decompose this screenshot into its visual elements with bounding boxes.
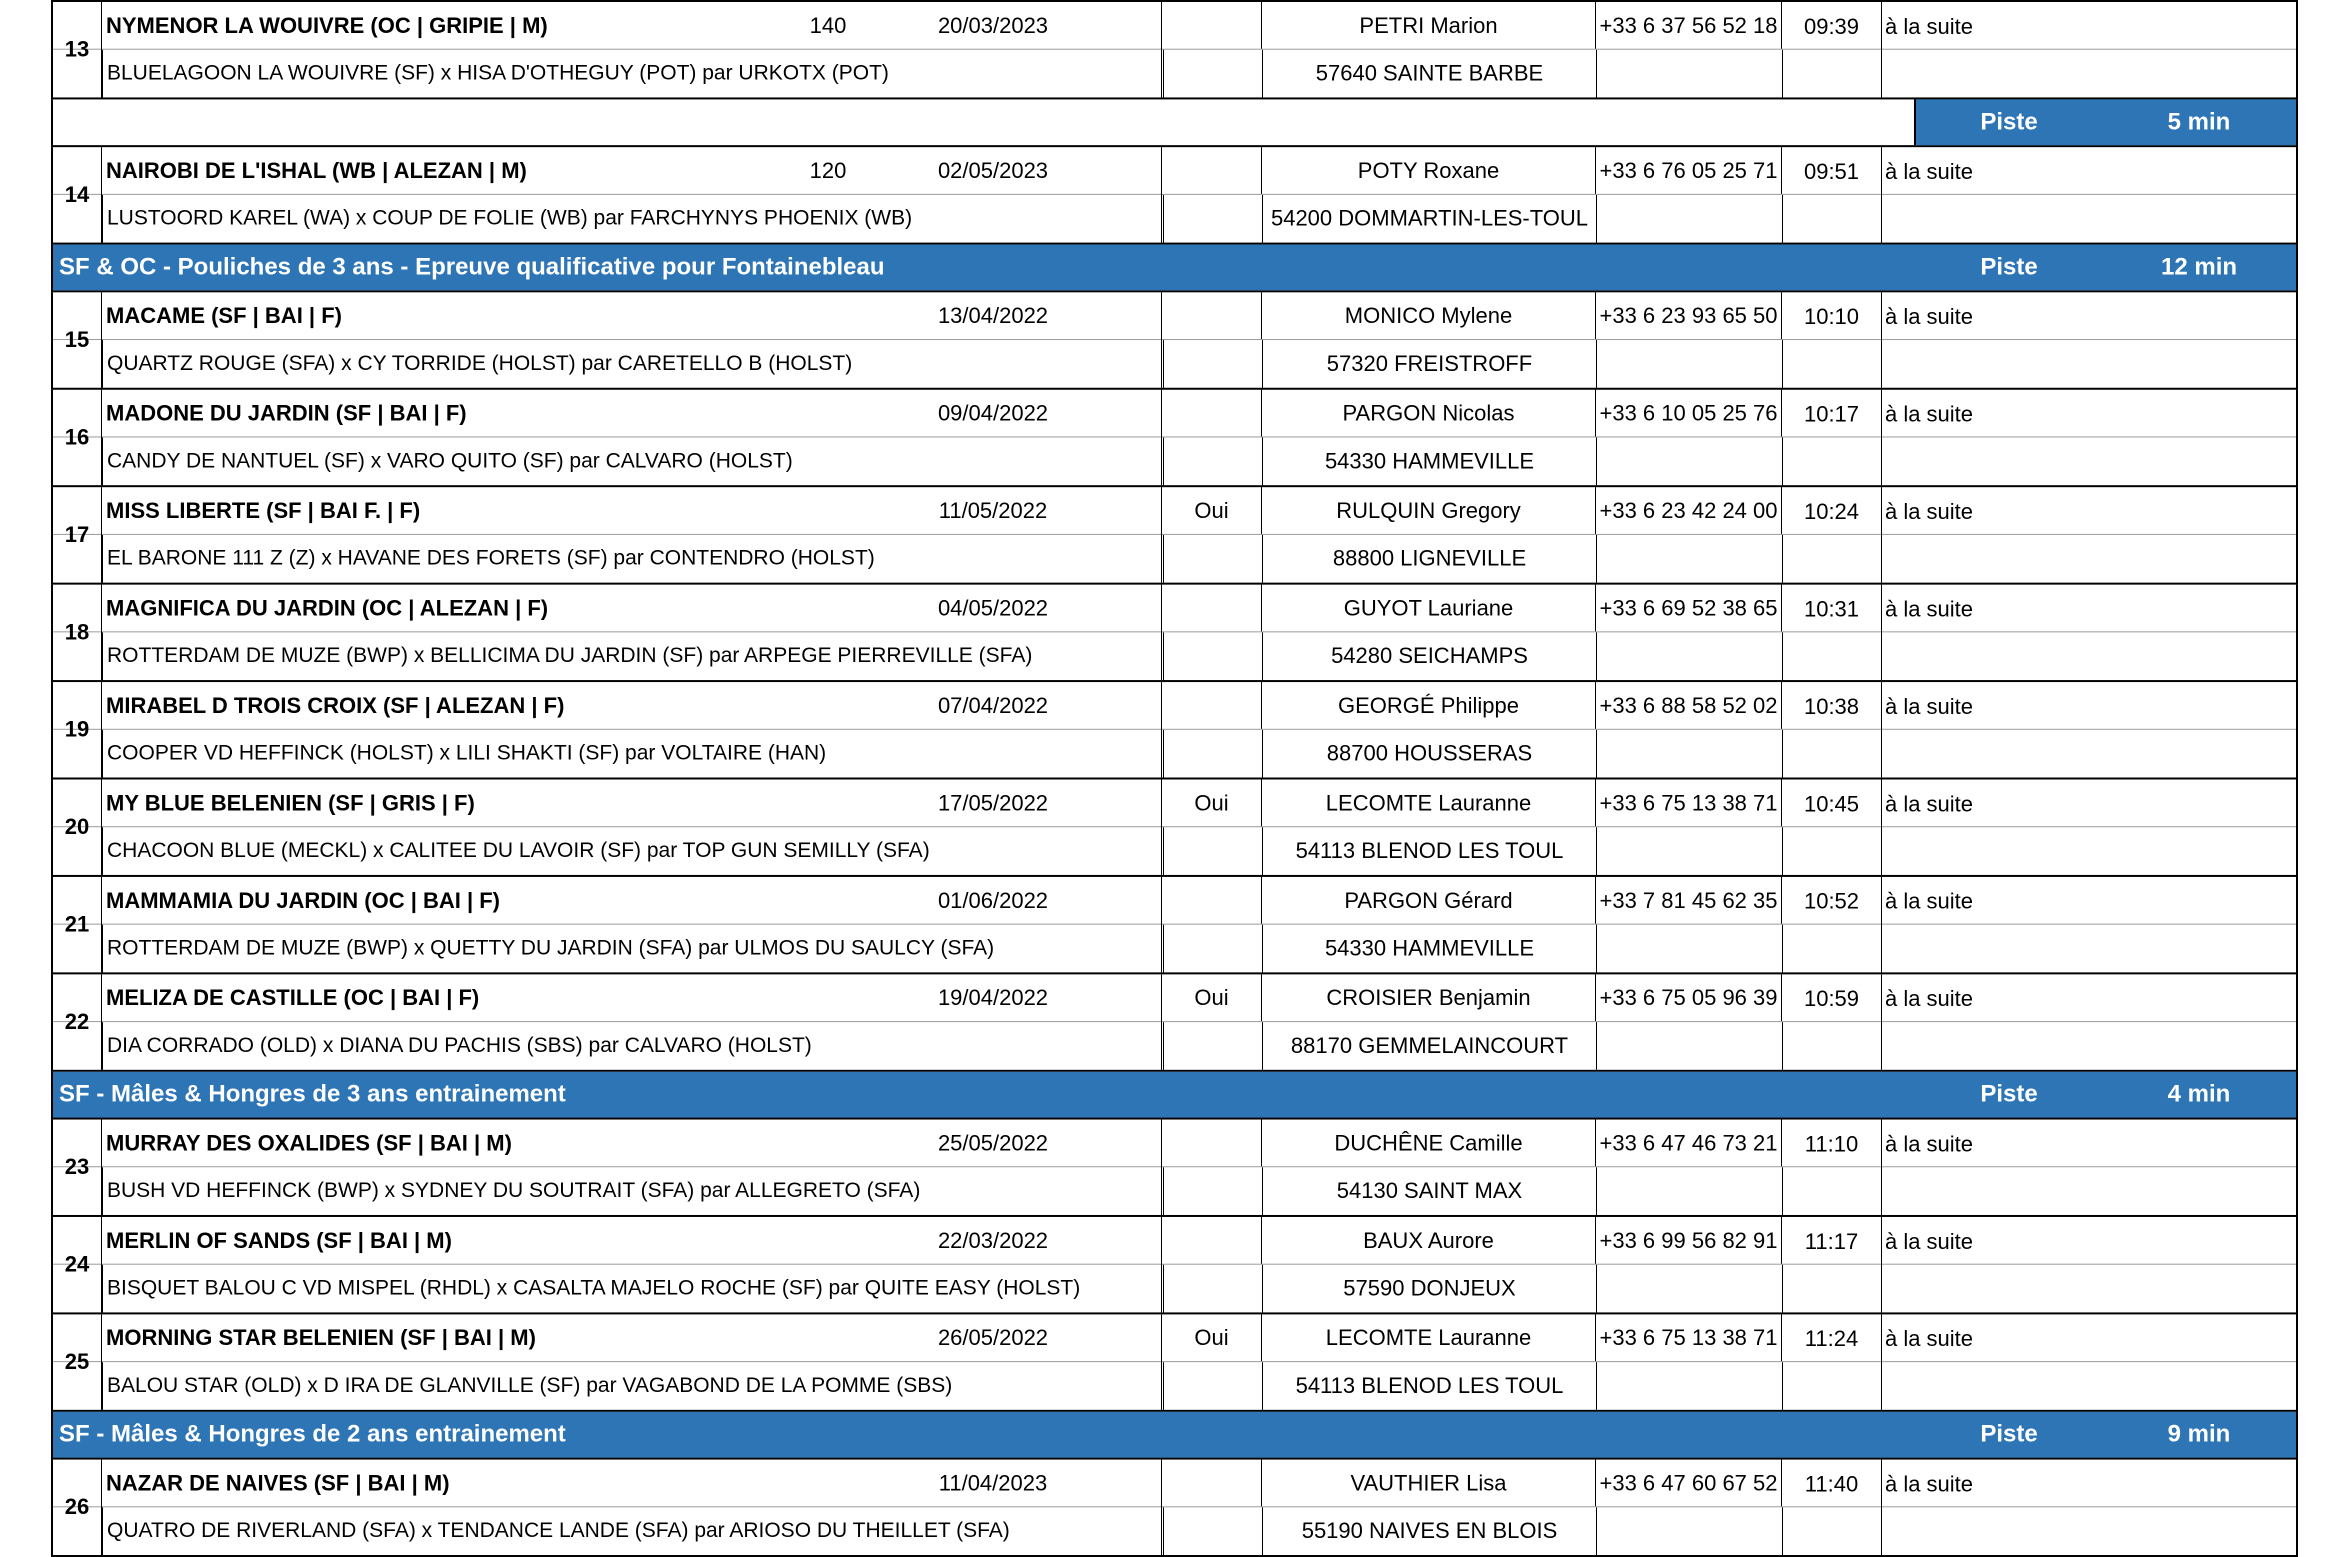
height-value xyxy=(768,585,888,632)
entry-number: 13 xyxy=(53,2,102,97)
entry-main-line xyxy=(53,1314,2296,1375)
height-value xyxy=(768,974,888,1021)
phone-number: +33 6 47 46 73 21 xyxy=(1596,1120,1782,1167)
entry-row xyxy=(51,0,2298,99)
pedigree: LUSTOORD KAREL (WA) x COUP DE FOLIE (WB) par FARCHYNYS PHOENIX (WB) xyxy=(107,206,913,230)
birth-date: 07/04/2022 xyxy=(937,692,1049,718)
pedigree: ROTTERDAM DE MUZE (BWP) x QUETTY DU JARDIN (SFA) par ULMOS DU SAULCY (SFA) xyxy=(107,936,995,960)
section-title xyxy=(53,99,1916,145)
owner-city: 57590 DONJEUX xyxy=(1263,1265,1597,1313)
entry-main-line xyxy=(53,974,2296,1035)
owner-name: POTY Roxane xyxy=(1262,147,1596,194)
entry-main-line xyxy=(53,585,2296,645)
phone-number: +33 7 81 45 62 35 xyxy=(1596,877,1782,924)
start-time: 10:59 xyxy=(1782,974,1882,1069)
owner-name: PARGON Gérard xyxy=(1262,877,1596,924)
birth-date: 19/04/2022 xyxy=(937,984,1049,1010)
start-time: 11:17 xyxy=(1782,1217,1882,1312)
horse-name: NAIROBI DE L'ISHAL (WB | ALEZAN | M) xyxy=(106,157,527,183)
entry-main-line xyxy=(53,147,2296,207)
start-time: 10:17 xyxy=(1782,390,1882,485)
owner-city: 57320 FREISTROFF xyxy=(1263,340,1597,388)
entry-row xyxy=(51,390,2298,487)
registered-flag xyxy=(1162,1120,1262,1167)
owner-city: 54330 HAMMEVILLE xyxy=(1263,925,1597,973)
entry-number: 15 xyxy=(53,292,102,387)
registered-flag xyxy=(1162,585,1262,632)
birth-date: 17/05/2022 xyxy=(937,789,1049,815)
entry-number: 22 xyxy=(53,974,102,1069)
order-note: à la suite xyxy=(1884,1131,1974,1157)
birth-date: 09/04/2022 xyxy=(937,400,1049,426)
entry-main-line xyxy=(53,1217,2296,1277)
birth-date: 11/05/2022 xyxy=(938,497,1048,523)
entry-main-line xyxy=(53,487,2296,547)
height-value xyxy=(768,877,888,924)
start-time: 11:10 xyxy=(1782,1120,1882,1215)
pedigree: BALOU STAR (OLD) x D IRA DE GLANVILLE (SF) par VAGABOND DE LA POMME (SBS) xyxy=(107,1374,953,1397)
pedigree: COOPER VD HEFFINCK (HOLST) x LILI SHAKTI (SF) par VOLTAIRE (HAN) xyxy=(107,741,827,765)
registered-flag: Oui xyxy=(1162,487,1262,534)
owner-name: VAUTHIER Lisa xyxy=(1262,1460,1596,1507)
registered-flag xyxy=(1162,147,1262,194)
height-value xyxy=(768,1120,888,1167)
registered-flag xyxy=(1162,390,1262,437)
registered-flag: Oui xyxy=(1162,779,1262,826)
phone-number: +33 6 75 05 96 39 xyxy=(1596,974,1782,1021)
phone-number: +33 6 76 05 25 71 xyxy=(1596,147,1782,194)
entry-main-line xyxy=(53,1120,2296,1180)
section-duration: 12 min xyxy=(2160,253,2238,281)
registered-flag: Oui xyxy=(1162,974,1262,1021)
entry-number: 17 xyxy=(53,487,102,582)
section-header xyxy=(51,245,2298,293)
owner-city: 54130 SAINT MAX xyxy=(1263,1167,1597,1215)
owner-city: 57640 SAINTE BARBE xyxy=(1263,50,1597,98)
birth-date: 01/06/2022 xyxy=(937,887,1049,913)
horse-name: NYMENOR LA WOUIVRE (OC | GRIPIE | M) xyxy=(106,12,548,38)
program-sheet xyxy=(51,0,2298,1548)
start-time: 09:39 xyxy=(1782,2,1882,97)
owner-name: PARGON Nicolas xyxy=(1262,390,1596,437)
phone-number: +33 6 37 56 52 18 xyxy=(1596,2,1782,49)
section-place: Piste xyxy=(1980,108,2038,136)
registered-flag xyxy=(1162,877,1262,924)
entry-row xyxy=(51,877,2298,974)
phone-number: +33 6 10 05 25 76 xyxy=(1596,390,1782,437)
entry-main-line xyxy=(53,682,2296,742)
pedigree: CHACOON BLUE (MECKL) x CALITEE DU LAVOIR (SF) par TOP GUN SEMILLY (SFA) xyxy=(107,839,930,863)
pedigree: BISQUET BALOU C VD MISPEL (RHDL) x CASALTA MAJELO ROCHE (SF) par QUITE EASY (HOLST) xyxy=(107,1276,1081,1300)
order-note: à la suite xyxy=(1884,159,1974,184)
start-time: 10:38 xyxy=(1782,682,1882,777)
start-time: 10:10 xyxy=(1782,292,1882,387)
section-header xyxy=(51,1412,2298,1460)
order-note: à la suite xyxy=(1884,693,1974,719)
horse-name: MIRABEL D TROIS CROIX (SF | ALEZAN | F) xyxy=(106,692,565,718)
pedigree: EL BARONE 111 Z (Z) x HAVANE DES FORETS (SF) par CONTENDRO (HOLST) xyxy=(107,546,875,570)
pedigree: BLUELAGOON LA WOUIVRE (SF) x HISA D'OTHEGUY (POT) par URKOTX (POT) xyxy=(107,61,889,85)
horse-name: MELIZA DE CASTILLE (OC | BAI | F) xyxy=(106,984,480,1010)
entry-number: 23 xyxy=(53,1120,102,1215)
owner-city: 88800 LIGNEVILLE xyxy=(1263,535,1597,583)
entry-number: 19 xyxy=(53,682,102,777)
phone-number: +33 6 69 52 38 65 xyxy=(1596,585,1782,632)
entry-number: 25 xyxy=(53,1314,102,1409)
height-value xyxy=(768,1460,888,1507)
phone-number: +33 6 99 56 82 91 xyxy=(1596,1217,1782,1264)
height-value xyxy=(768,1314,888,1361)
pedigree: DIA CORRADO (OLD) x DIANA DU PACHIS (SBS) par CALVARO (HOLST) xyxy=(107,1034,812,1057)
entry-number: 14 xyxy=(53,147,102,242)
birth-date: 13/04/2022 xyxy=(937,302,1049,328)
owner-city: 88170 GEMMELAINCOURT xyxy=(1263,1022,1597,1070)
order-note: à la suite xyxy=(1884,1326,1974,1352)
section-duration: 5 min xyxy=(2167,108,2231,136)
owner-name: MONICO Mylene xyxy=(1262,292,1596,339)
entry-main-line xyxy=(53,877,2296,937)
phone-number: +33 6 23 93 65 50 xyxy=(1596,292,1782,339)
phone-number: +33 6 47 60 67 52 xyxy=(1596,1460,1782,1507)
phone-number: +33 6 88 58 52 02 xyxy=(1596,682,1782,729)
entry-row xyxy=(51,974,2298,1071)
order-note: à la suite xyxy=(1884,596,1974,622)
pedigree: QUATRO DE RIVERLAND (SFA) x TENDANCE LANDE (SFA) par ARIOSO DU THEILLET (SFA) xyxy=(107,1519,1010,1543)
entry-main-line xyxy=(53,1460,2296,1520)
birth-date: 04/05/2022 xyxy=(937,595,1049,620)
birth-date: 02/05/2023 xyxy=(937,157,1049,183)
owner-city: 88700 HOUSSERAS xyxy=(1263,730,1597,778)
section-place: Piste xyxy=(1980,1080,2038,1108)
owner-city: 54330 HAMMEVILLE xyxy=(1263,437,1597,485)
birth-date: 26/05/2022 xyxy=(937,1324,1049,1350)
order-note: à la suite xyxy=(1884,401,1974,427)
pedigree: ROTTERDAM DE MUZE (BWP) x BELLICIMA DU JARDIN (SF) par ARPEGE PIERREVILLE (SFA) xyxy=(107,644,1033,668)
owner-name: GEORGÉ Philippe xyxy=(1262,682,1596,729)
owner-name: GUYOT Lauriane xyxy=(1262,585,1596,632)
entry-number: 26 xyxy=(53,1460,102,1555)
height-value xyxy=(768,1217,888,1264)
horse-name: MERLIN OF SANDS (SF | BAI | M) xyxy=(106,1227,452,1253)
entry-row xyxy=(51,585,2298,682)
height-value xyxy=(768,682,888,729)
start-time: 11:40 xyxy=(1782,1460,1882,1555)
pedigree: CANDY DE NANTUEL (SF) x VARO QUITO (SF) par CALVARO (HOLST) xyxy=(107,449,793,473)
section-title: SF & OC - Pouliches de 3 ans - Epreuve qualificative pour Fontainebleau xyxy=(59,253,885,281)
registered-flag xyxy=(1162,1217,1262,1264)
registered-flag xyxy=(1162,682,1262,729)
owner-city: 54280 SEICHAMPS xyxy=(1263,632,1597,680)
birth-date: 20/03/2023 xyxy=(937,12,1049,38)
phone-number: +33 6 23 42 24 00 xyxy=(1596,487,1782,534)
horse-name: MURRAY DES OXALIDES (SF | BAI | M) xyxy=(106,1129,512,1155)
owner-name: BAUX Aurore xyxy=(1262,1217,1596,1264)
owner-city: 54113 BLENOD LES TOUL xyxy=(1263,1362,1597,1410)
entry-number: 24 xyxy=(53,1217,102,1312)
birth-date: 25/05/2022 xyxy=(937,1129,1049,1155)
registered-flag xyxy=(1162,1460,1262,1507)
entry-row xyxy=(51,1217,2298,1314)
section-duration: 4 min xyxy=(2167,1080,2231,1108)
start-time: 09:51 xyxy=(1782,147,1882,242)
owner-name: LECOMTE Lauranne xyxy=(1262,1314,1596,1361)
horse-name: MY BLUE BELENIEN (SF | GRIS | F) xyxy=(106,789,475,815)
order-note: à la suite xyxy=(1884,1471,1974,1497)
owner-name: RULQUIN Gregory xyxy=(1262,487,1596,534)
horse-name: MAGNIFICA DU JARDIN (OC | ALEZAN | F) xyxy=(106,595,549,620)
entry-row xyxy=(51,1120,2298,1217)
height-value xyxy=(768,292,888,339)
entry-row xyxy=(51,1460,2298,1557)
section-title: SF - Mâles & Hongres de 2 ans entrainement xyxy=(59,1420,566,1448)
horse-name: NAZAR DE NAIVES (SF | BAI | M) xyxy=(106,1470,450,1495)
horse-name: MAMMAMIA DU JARDIN (OC | BAI | F) xyxy=(106,887,501,913)
section-header xyxy=(51,1072,2298,1120)
owner-name: LECOMTE Lauranne xyxy=(1262,779,1596,826)
order-note: à la suite xyxy=(1884,1228,1974,1254)
owner-name: CROISIER Benjamin xyxy=(1262,974,1596,1021)
start-time: 10:52 xyxy=(1782,877,1882,972)
birth-date: 22/03/2022 xyxy=(937,1227,1049,1253)
order-note: à la suite xyxy=(1884,791,1974,817)
horse-name: MADONE DU JARDIN (SF | BAI | F) xyxy=(106,400,467,426)
entry-main-line xyxy=(53,779,2296,840)
height-value xyxy=(768,390,888,437)
entry-row xyxy=(51,779,2298,876)
phone-number: +33 6 75 13 38 71 xyxy=(1596,779,1782,826)
entry-main-line xyxy=(53,292,2296,352)
order-note: à la suite xyxy=(1884,13,1974,39)
section-gap-row xyxy=(51,99,2298,147)
phone-number: +33 6 75 13 38 71 xyxy=(1596,1314,1782,1361)
entry-main-line xyxy=(53,390,2296,450)
entry-row xyxy=(51,682,2298,779)
entry-number: 16 xyxy=(53,390,102,485)
entry-row xyxy=(51,147,2298,244)
entry-number: 18 xyxy=(53,585,102,680)
height-value xyxy=(768,487,888,534)
entry-row xyxy=(51,292,2298,389)
order-note: à la suite xyxy=(1884,986,1974,1012)
height-value: 120 xyxy=(809,157,847,183)
section-place: Piste xyxy=(1980,1420,2038,1448)
start-time: 10:31 xyxy=(1782,585,1882,680)
owner-city: 55190 NAIVES EN BLOIS xyxy=(1263,1507,1597,1555)
start-time: 10:24 xyxy=(1782,487,1882,582)
entry-row xyxy=(51,487,2298,584)
horse-name: MISS LIBERTE (SF | BAI F. | F) xyxy=(106,497,421,523)
horse-name: MORNING STAR BELENIEN (SF | BAI | M) xyxy=(106,1324,536,1350)
start-time: 10:45 xyxy=(1782,779,1882,874)
registered-flag xyxy=(1162,2,1262,49)
section-title: SF - Mâles & Hongres de 3 ans entrainement xyxy=(59,1080,566,1108)
pedigree: QUARTZ ROUGE (SFA) x CY TORRIDE (HOLST) par CARETELLO B (HOLST) xyxy=(107,351,853,375)
registered-flag: Oui xyxy=(1162,1314,1262,1361)
section-duration: 9 min xyxy=(2167,1420,2231,1448)
birth-date: 11/04/2023 xyxy=(938,1470,1048,1495)
order-note: à la suite xyxy=(1884,304,1974,330)
owner-city: 54200 DOMMARTIN-LES-TOUL xyxy=(1263,195,1597,243)
owner-city: 54113 BLENOD LES TOUL xyxy=(1263,827,1597,875)
owner-name: PETRI Marion xyxy=(1262,2,1596,49)
pedigree: BUSH VD HEFFINCK (BWP) x SYDNEY DU SOUTRAIT (SFA) par ALLEGRETO (SFA) xyxy=(107,1179,921,1203)
horse-name: MACAME (SF | BAI | F) xyxy=(106,302,342,328)
owner-name: DUCHÊNE Camille xyxy=(1262,1120,1596,1167)
height-value: 140 xyxy=(809,12,847,38)
start-time: 11:24 xyxy=(1782,1314,1882,1409)
height-value xyxy=(768,779,888,826)
order-note: à la suite xyxy=(1884,888,1974,914)
entry-number: 20 xyxy=(53,779,102,874)
entry-main-line xyxy=(53,2,2296,62)
entry-row xyxy=(51,1314,2298,1411)
order-note: à la suite xyxy=(1884,499,1974,524)
entry-number: 21 xyxy=(53,877,102,972)
section-place: Piste xyxy=(1980,253,2038,281)
registered-flag xyxy=(1162,292,1262,339)
